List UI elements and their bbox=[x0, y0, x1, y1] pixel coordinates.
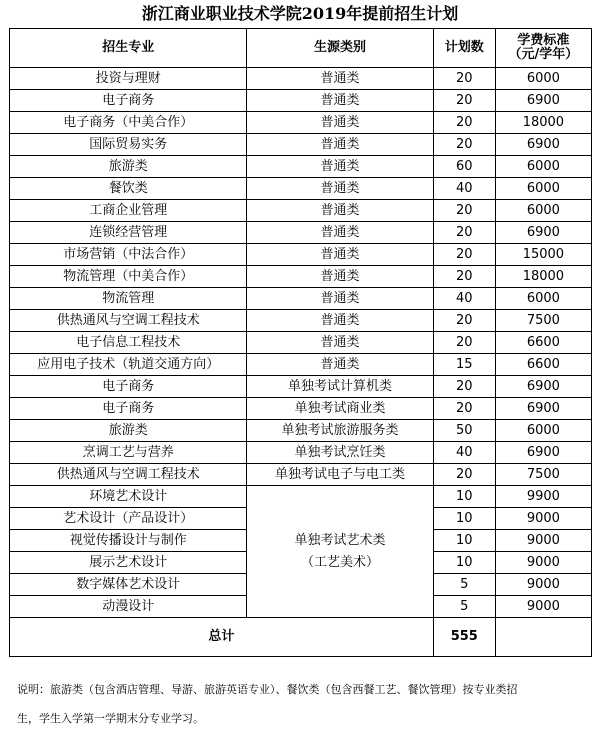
cell-source: 普通类 bbox=[247, 332, 433, 354]
note-line-1: 说明：旅游类（包含酒店管理、导游、旅游英语专业）、餐饮类（包含西餐工艺、餐饮管理）按专业类招 bbox=[17, 683, 518, 696]
header-fee-label: 学费标准 bbox=[517, 33, 570, 48]
cell-plan: 60 bbox=[433, 156, 495, 178]
cell-plan: 20 bbox=[433, 398, 495, 420]
cell-fee: 6000 bbox=[495, 156, 591, 178]
cell-source-merged bbox=[247, 486, 433, 618]
cell-fee: 9000 bbox=[495, 530, 591, 552]
table-row bbox=[10, 178, 592, 200]
cell-major: 电子信息工程技术 bbox=[10, 332, 247, 354]
cell-plan: 20 bbox=[433, 134, 495, 156]
cell-major: 展示艺术设计 bbox=[10, 552, 247, 574]
table-row bbox=[10, 156, 592, 178]
cell-major: 供热通风与空调工程技术 bbox=[10, 310, 247, 332]
cell-plan: 20 bbox=[433, 200, 495, 222]
cell-source: 单独考试烹饪类 bbox=[247, 442, 433, 464]
cell-major: 烹调工艺与营养 bbox=[10, 442, 247, 464]
cell-source: 普通类 bbox=[247, 288, 433, 310]
cell-plan: 20 bbox=[433, 222, 495, 244]
total-row bbox=[10, 618, 592, 657]
cell-fee: 6900 bbox=[495, 134, 591, 156]
table-row bbox=[10, 288, 592, 310]
cell-fee: 6900 bbox=[495, 376, 591, 398]
cell-major: 餐饮类 bbox=[10, 178, 247, 200]
table-row bbox=[10, 244, 592, 266]
cell-source: 普通类 bbox=[247, 310, 433, 332]
cell-fee: 9000 bbox=[495, 508, 591, 530]
cell-major: 动漫设计 bbox=[10, 596, 247, 618]
cell-major: 连锁经营管理 bbox=[10, 222, 247, 244]
cell-source: 单独考试商业类 bbox=[247, 398, 433, 420]
header-source: 生源类别 bbox=[247, 29, 433, 68]
cell-fee: 7500 bbox=[495, 464, 591, 486]
cell-source: 普通类 bbox=[247, 244, 433, 266]
cell-fee: 9900 bbox=[495, 486, 591, 508]
table-row bbox=[10, 354, 592, 376]
cell-major: 数字媒体艺术设计 bbox=[10, 574, 247, 596]
cell-major: 环境艺术设计 bbox=[10, 486, 247, 508]
cell-major: 供热通风与空调工程技术 bbox=[10, 464, 247, 486]
cell-major: 电子商务 bbox=[10, 376, 247, 398]
art-source-line-2: （工艺美术） bbox=[301, 554, 380, 570]
enrollment-plan-table bbox=[9, 28, 592, 657]
cell-major: 旅游类 bbox=[10, 420, 247, 442]
cell-source: 普通类 bbox=[247, 90, 433, 112]
cell-fee: 6900 bbox=[495, 222, 591, 244]
cell-fee: 6900 bbox=[495, 90, 591, 112]
cell-fee: 6900 bbox=[495, 398, 591, 420]
cell-source: 普通类 bbox=[247, 266, 433, 288]
note-line-2: 生，学生入学第一学期末分专业学习。 bbox=[17, 712, 204, 725]
table-row bbox=[10, 222, 592, 244]
cell-plan: 10 bbox=[433, 508, 495, 530]
cell-source: 普通类 bbox=[247, 68, 433, 90]
cell-plan: 20 bbox=[433, 376, 495, 398]
cell-plan: 40 bbox=[433, 442, 495, 464]
cell-major: 应用电子技术（轨道交通方向） bbox=[10, 354, 247, 376]
cell-fee: 18000 bbox=[495, 112, 591, 134]
cell-fee: 6000 bbox=[495, 420, 591, 442]
cell-fee: 9000 bbox=[495, 552, 591, 574]
cell-plan: 20 bbox=[433, 332, 495, 354]
cell-plan: 5 bbox=[433, 574, 495, 596]
table-row bbox=[10, 464, 592, 486]
cell-plan: 40 bbox=[433, 288, 495, 310]
cell-source: 普通类 bbox=[247, 178, 433, 200]
cell-plan: 20 bbox=[433, 310, 495, 332]
header-fee bbox=[495, 29, 591, 68]
cell-source: 单独考试电子与电工类 bbox=[247, 464, 433, 486]
cell-source: 普通类 bbox=[247, 134, 433, 156]
total-label: 总计 bbox=[10, 618, 434, 657]
cell-source: 普通类 bbox=[247, 112, 433, 134]
table-row bbox=[10, 332, 592, 354]
table-row bbox=[10, 310, 592, 332]
cell-major: 电子商务 bbox=[10, 90, 247, 112]
table-row bbox=[10, 420, 592, 442]
art-source-line-1: 单独考试艺术类 bbox=[294, 532, 386, 548]
table-header-row bbox=[10, 29, 592, 68]
table-row bbox=[10, 376, 592, 398]
cell-source: 单独考试计算机类 bbox=[247, 376, 433, 398]
cell-plan: 5 bbox=[433, 596, 495, 618]
cell-plan: 10 bbox=[433, 486, 495, 508]
table-row bbox=[10, 266, 592, 288]
table-row bbox=[10, 200, 592, 222]
table-row bbox=[10, 486, 592, 508]
cell-fee: 6000 bbox=[495, 200, 591, 222]
cell-major: 旅游类 bbox=[10, 156, 247, 178]
cell-major: 国际贸易实务 bbox=[10, 134, 247, 156]
cell-fee: 6000 bbox=[495, 178, 591, 200]
table-row bbox=[10, 442, 592, 464]
cell-fee: 9000 bbox=[495, 574, 591, 596]
cell-plan: 50 bbox=[433, 420, 495, 442]
cell-major: 视觉传播设计与制作 bbox=[10, 530, 247, 552]
cell-plan: 10 bbox=[433, 530, 495, 552]
cell-major: 市场营销（中法合作） bbox=[10, 244, 247, 266]
cell-source: 普通类 bbox=[247, 222, 433, 244]
cell-fee: 15000 bbox=[495, 244, 591, 266]
table-row bbox=[10, 112, 592, 134]
cell-major: 物流管理 bbox=[10, 288, 247, 310]
cell-major: 电子商务（中美合作） bbox=[10, 112, 247, 134]
cell-fee: 6000 bbox=[495, 288, 591, 310]
cell-plan: 20 bbox=[433, 68, 495, 90]
cell-fee: 9000 bbox=[495, 596, 591, 618]
cell-source: 单独考试旅游服务类 bbox=[247, 420, 433, 442]
cell-fee: 6600 bbox=[495, 354, 591, 376]
header-fee-unit: （元/学年） bbox=[508, 47, 579, 62]
cell-plan: 40 bbox=[433, 178, 495, 200]
cell-source: 普通类 bbox=[247, 200, 433, 222]
header-plan: 计划数 bbox=[433, 29, 495, 68]
cell-plan: 10 bbox=[433, 552, 495, 574]
cell-plan: 20 bbox=[433, 266, 495, 288]
cell-plan: 15 bbox=[433, 354, 495, 376]
table-row bbox=[10, 90, 592, 112]
header-major: 招生专业 bbox=[10, 29, 247, 68]
cell-source: 普通类 bbox=[247, 354, 433, 376]
cell-major: 工商企业管理 bbox=[10, 200, 247, 222]
table-row bbox=[10, 134, 592, 156]
cell-source: 普通类 bbox=[247, 156, 433, 178]
cell-fee: 6000 bbox=[495, 68, 591, 90]
table-row bbox=[10, 68, 592, 90]
cell-fee: 6900 bbox=[495, 442, 591, 464]
cell-plan: 20 bbox=[433, 90, 495, 112]
cell-major: 艺术设计（产品设计） bbox=[10, 508, 247, 530]
cell-fee: 6600 bbox=[495, 332, 591, 354]
total-fee bbox=[495, 618, 591, 657]
total-plan: 555 bbox=[433, 618, 495, 657]
page-title: 浙江商业职业技术学院2019年提前招生计划 bbox=[141, 4, 459, 23]
cell-fee: 18000 bbox=[495, 266, 591, 288]
cell-major: 物流管理（中美合作） bbox=[10, 266, 247, 288]
cell-plan: 20 bbox=[433, 244, 495, 266]
cell-fee: 7500 bbox=[495, 310, 591, 332]
cell-major: 电子商务 bbox=[10, 398, 247, 420]
cell-major: 投资与理财 bbox=[10, 68, 247, 90]
cell-plan: 20 bbox=[433, 464, 495, 486]
table-row bbox=[10, 398, 592, 420]
cell-plan: 20 bbox=[433, 112, 495, 134]
